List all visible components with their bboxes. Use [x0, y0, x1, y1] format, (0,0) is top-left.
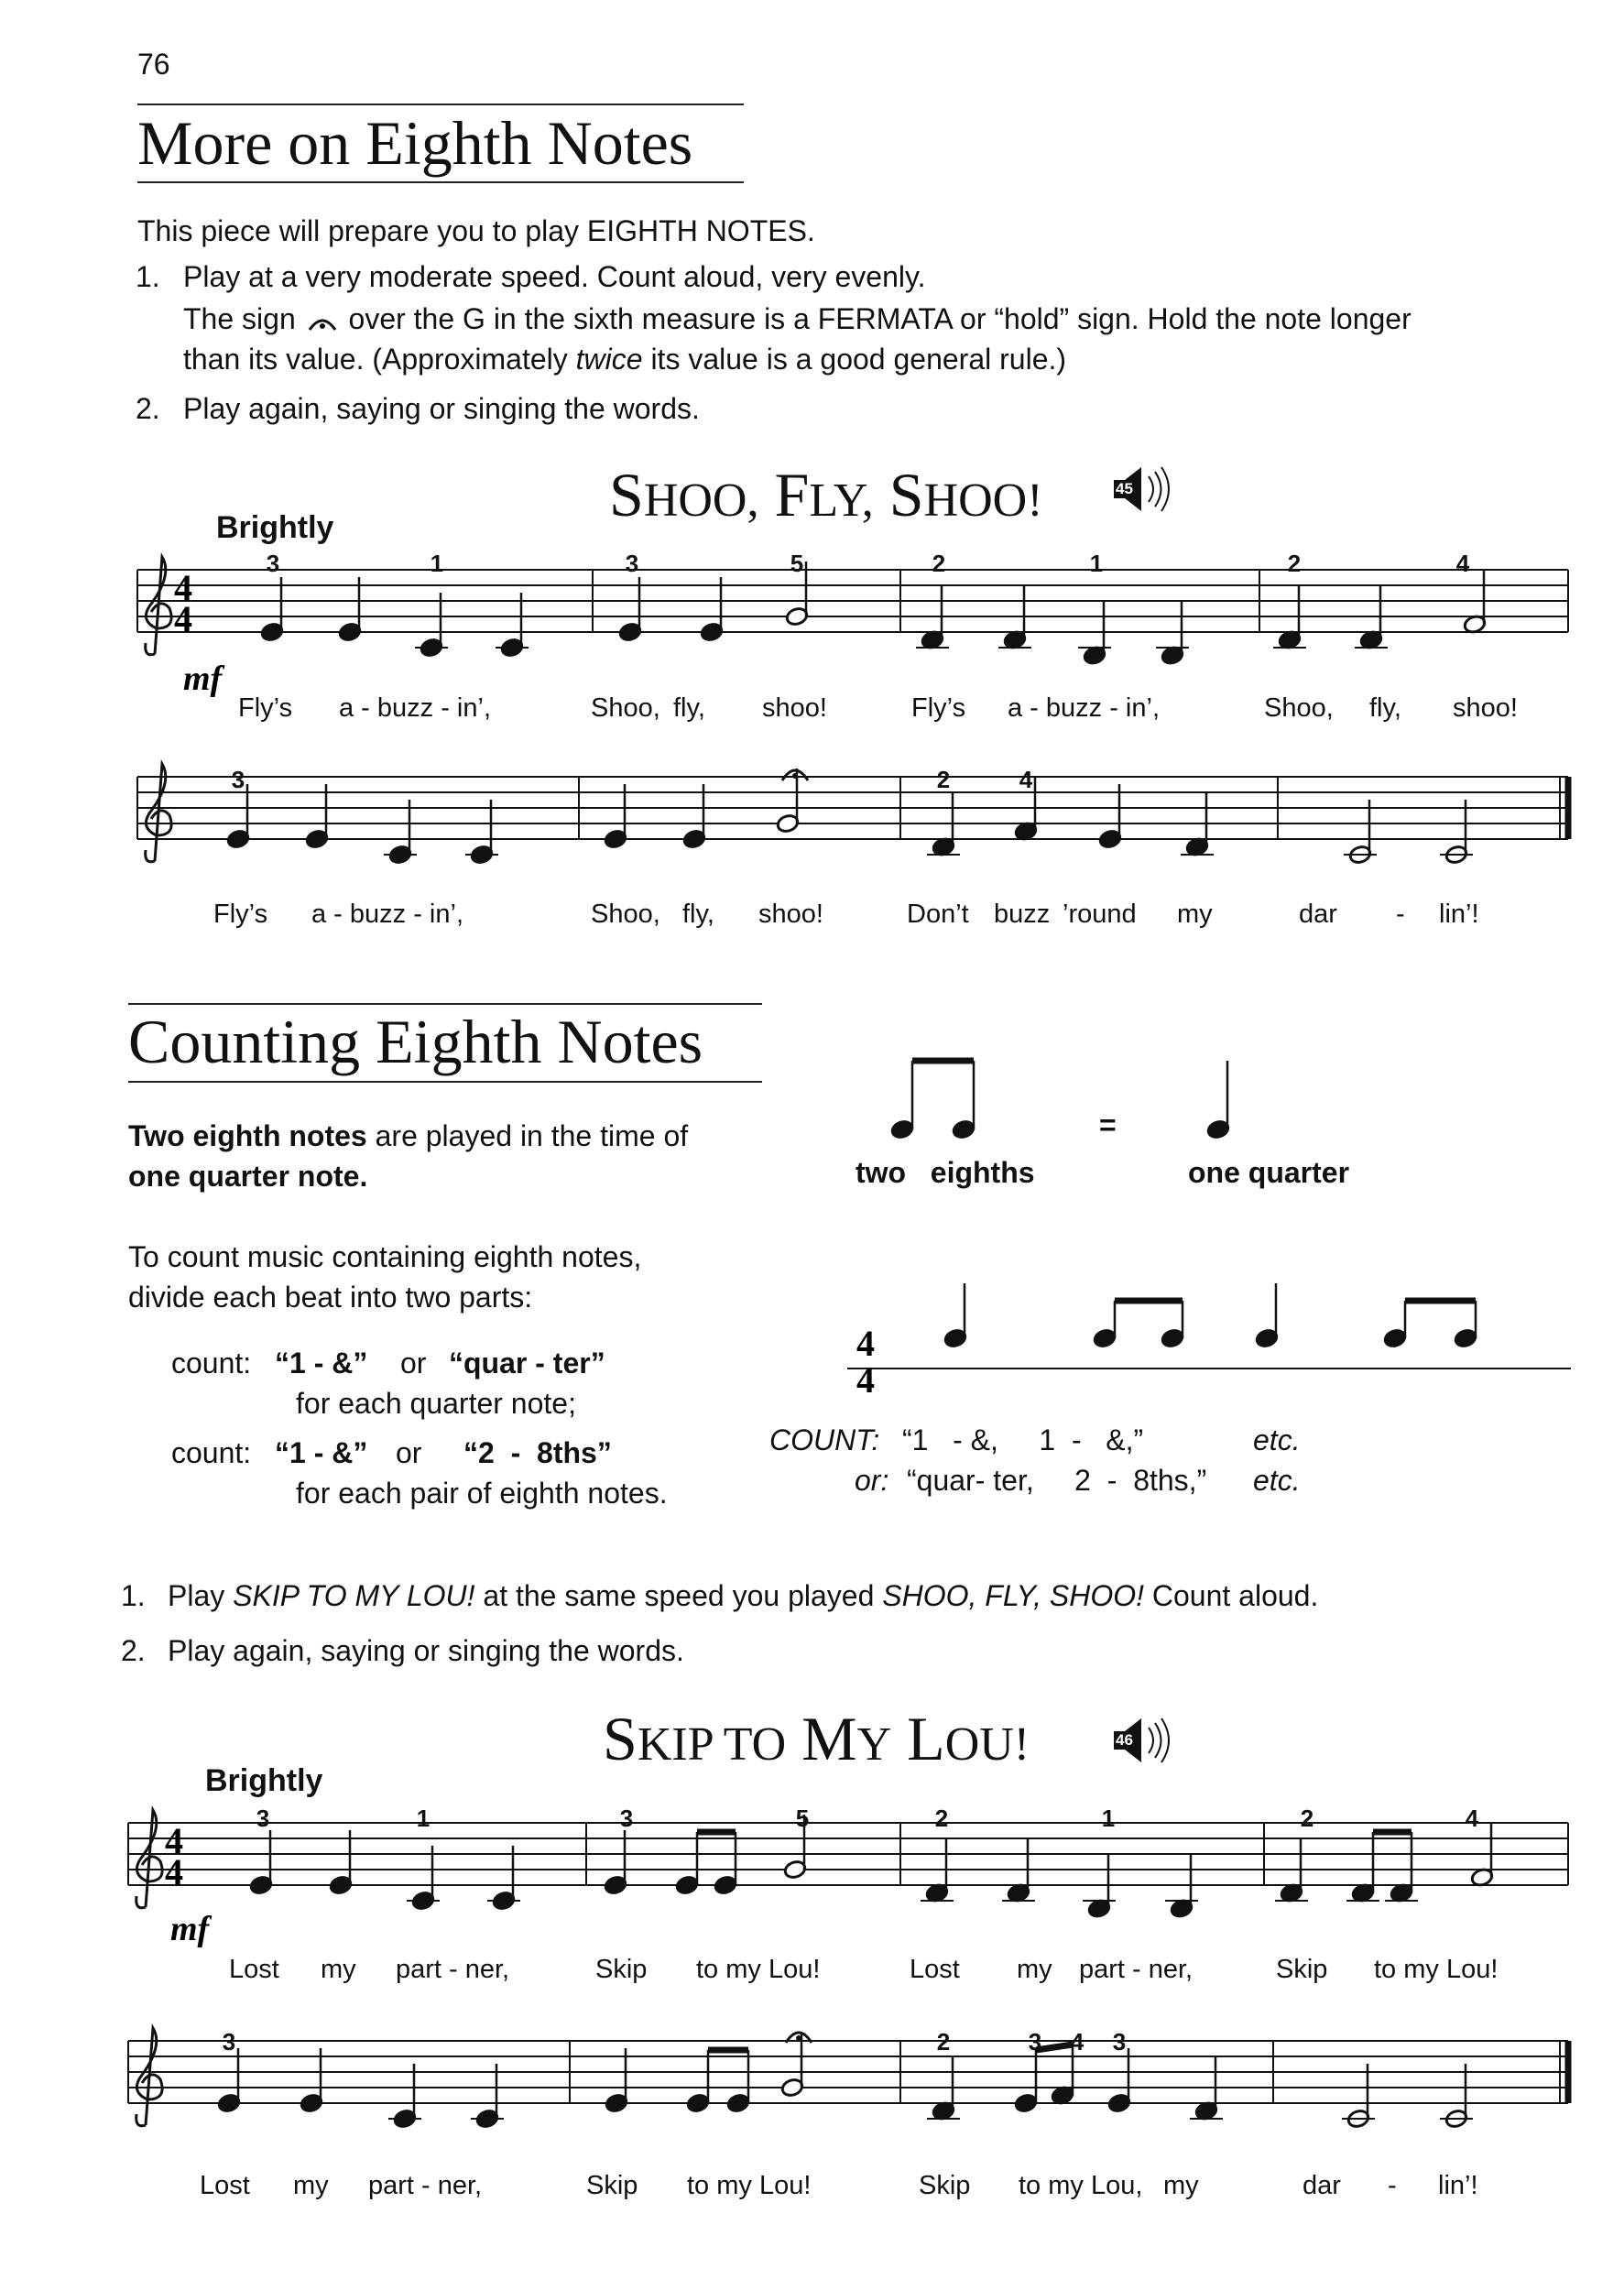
- fingering-number: 3: [256, 1805, 270, 1832]
- step1-c-pre: than its value. (Approximately: [183, 343, 568, 376]
- step1-c-italic: twice: [575, 343, 643, 376]
- treble-clef-icon: [146, 764, 171, 862]
- label-one-quarter: one quarter: [1188, 1156, 1350, 1189]
- lyric-syllable: a - buzz - in’,: [339, 693, 491, 723]
- title-cap: S: [603, 1704, 638, 1773]
- fingering-number: 2: [934, 1805, 949, 1832]
- lyric-syllable: a - buzz - in’,: [1008, 693, 1160, 723]
- lyric-syllable: to my Lou!: [687, 2171, 812, 2200]
- step-number: 2.: [136, 392, 160, 425]
- lyric-syllable: lin’!: [1438, 2171, 1478, 2200]
- title-cap: F: [774, 460, 810, 529]
- tempo-marking: Brightly: [205, 1763, 323, 1798]
- divide-line-2: divide each beat into two parts:: [128, 1281, 533, 1314]
- page-number: 76: [137, 48, 170, 81]
- step-number: 1.: [136, 260, 160, 293]
- fingering-number: 2: [1300, 1805, 1314, 1832]
- lyric-syllable: Skip: [919, 2171, 971, 2200]
- lyric-syllable: lin’!: [1439, 900, 1479, 929]
- note-head: [1014, 2093, 1038, 2114]
- lyric-syllable: Shoo,: [591, 693, 660, 723]
- count-line-label: or:: [855, 1464, 889, 1497]
- equals-sign: =: [1099, 1108, 1117, 1141]
- treble-clef-icon: [136, 1810, 162, 1908]
- title-sc: OU!: [944, 1718, 1030, 1771]
- divide-line-1: To count music containing eighth notes,: [128, 1240, 642, 1273]
- intro-text: This piece will prepare you to play EIGHTH NOTES.: [137, 214, 815, 247]
- lyric-syllable: part - ner,: [396, 1955, 510, 1984]
- s3-post: Count aloud.: [1151, 1579, 1319, 1612]
- section3-step2: Play again, saying or singing the words.: [168, 1634, 684, 1667]
- lyric-syllable: Skip: [1276, 1955, 1328, 1984]
- fingering-number: 1: [1089, 550, 1104, 577]
- fingering-number: 3: [222, 2028, 236, 2056]
- fingering-number: 5: [790, 550, 804, 577]
- count-quote: “quar - ter”: [449, 1347, 605, 1379]
- fingering-number: 2: [936, 766, 951, 793]
- lyric-syllable: Shoo,: [591, 900, 660, 929]
- fingering-number: 2: [1287, 550, 1302, 577]
- fingering-number: 3: [619, 1805, 634, 1832]
- fingering-number: 3: [266, 550, 280, 577]
- lead-rest: are played in the time of: [375, 1119, 689, 1152]
- step1-c-post: its value is a good general rule.): [650, 343, 1067, 376]
- count-for: for each quarter note;: [296, 1387, 576, 1420]
- count-label: count:: [171, 1347, 252, 1379]
- section-heading-counting-eighth-notes: Counting Eighth Notes: [128, 1007, 703, 1076]
- lyric-syllable: Fly’s: [213, 900, 268, 929]
- s3-italic: SHOO, FLY, SHOO!: [882, 1579, 1144, 1612]
- fingering-number: 1: [430, 550, 444, 577]
- title-sc: HOO,: [643, 474, 759, 527]
- track-number: 45: [1116, 480, 1133, 497]
- time-signature-top: 4: [856, 1323, 875, 1364]
- tempo-marking: Brightly: [216, 510, 334, 545]
- fingering-number: 5: [795, 1805, 810, 1832]
- note-head: [1161, 1328, 1184, 1349]
- step1-line-a: Play at a very moderate speed. Count aloud, very evenly.: [183, 260, 926, 293]
- note-head: [952, 1119, 975, 1140]
- note-head: [890, 1119, 914, 1140]
- lyric-syllable: Fly’s: [911, 693, 966, 723]
- lyric-syllable: fly,: [673, 693, 705, 723]
- s3-italic: SKIP TO MY LOU!: [233, 1579, 475, 1612]
- lyric-syllable: to my Lou!: [696, 1955, 821, 1984]
- treble-clef-icon: [146, 557, 171, 655]
- count-label: count:: [171, 1436, 252, 1469]
- dynamic-marking: mf: [183, 660, 223, 698]
- label-two-eighths: two eighths: [856, 1156, 1035, 1189]
- count-quote: “1 - &”: [275, 1347, 368, 1379]
- step1-b-post: over the G in the sixth measure is a FERMATA or “hold” sign. Hold the note longer: [348, 302, 1411, 335]
- fingering-number: 3: [625, 550, 639, 577]
- count-line-1: “1 - &, 1 - &,”: [902, 1423, 1144, 1456]
- count-line-2: “quar- ter, 2 - 8ths,”: [907, 1464, 1207, 1497]
- title-cap: S: [609, 460, 644, 529]
- s3-pre: Play: [168, 1579, 225, 1612]
- lyric-syllable: part - ner,: [1079, 1955, 1193, 1984]
- fingering-number: 3: [1112, 2028, 1127, 2056]
- lyric-syllable: shoo!: [758, 900, 823, 929]
- lyric-syllable: fly,: [1369, 693, 1401, 723]
- note-head: [1454, 1328, 1477, 1349]
- lyric-syllable: Lost: [229, 1955, 279, 1984]
- lead-line-2: one quarter note.: [128, 1160, 368, 1193]
- lyric-syllable: shoo!: [1453, 693, 1518, 723]
- step-number: 1.: [121, 1579, 146, 1612]
- fermata-dot: [796, 2035, 801, 2041]
- lyric-syllable: my: [1017, 1955, 1052, 1984]
- lyric-syllable: Skip: [595, 1955, 648, 1984]
- title-cap: M: [801, 1704, 857, 1773]
- lyric-syllable: to my Lou!: [1374, 1955, 1499, 1984]
- fermata-dot: [792, 773, 798, 779]
- lyric-syllable: dar: [1299, 900, 1337, 929]
- fingering-number: 1: [1101, 1805, 1116, 1832]
- title-cap: L: [907, 1704, 945, 1773]
- fingering-number: 1: [416, 1805, 431, 1832]
- lyric-syllable: Don’t: [907, 900, 969, 929]
- title-sc: HOO!: [923, 474, 1043, 527]
- lyric-syllable: -: [1388, 2171, 1397, 2200]
- lyric-syllable: Skip: [586, 2171, 638, 2200]
- lead-bold: Two eighth notes: [128, 1119, 367, 1152]
- count-or: or: [396, 1436, 422, 1469]
- lyric-syllable: my: [293, 2171, 329, 2200]
- note-head: [726, 2093, 750, 2114]
- fingering-number: 4: [1070, 2028, 1084, 2056]
- lyric-syllable: my: [1163, 2171, 1199, 2200]
- note-head: [1383, 1328, 1407, 1349]
- fingering-number: 3: [231, 766, 245, 793]
- fingering-number: 2: [932, 550, 946, 577]
- lyric-syllable: to my Lou,: [1019, 2171, 1143, 2200]
- lyric-syllable: part - ner,: [368, 2171, 483, 2200]
- title-sc: LY,: [809, 474, 874, 527]
- section-heading-more-eighth-notes: More on Eighth Notes: [137, 108, 693, 178]
- lyric-syllable: shoo!: [762, 693, 827, 723]
- count-line-etc: etc.: [1253, 1423, 1301, 1456]
- fingering-number: 4: [1455, 550, 1470, 577]
- lyric-syllable: Lost: [200, 2171, 250, 2200]
- fingering-number: 2: [936, 2028, 951, 2056]
- time-signature-bottom: 4: [174, 598, 192, 639]
- title-sc: Y: [856, 1718, 892, 1771]
- title-cap: S: [888, 460, 924, 529]
- fingering-number: 4: [1019, 766, 1033, 793]
- note-head: [714, 1875, 737, 1896]
- note-head: [686, 2093, 710, 2114]
- count-line-etc: etc.: [1253, 1464, 1301, 1497]
- lyric-syllable: Shoo,: [1264, 693, 1334, 723]
- treble-clef-icon: [136, 2028, 162, 2126]
- count-or: or: [400, 1347, 427, 1379]
- step-number: 2.: [121, 1634, 146, 1667]
- lyric-syllable: dar: [1302, 2171, 1341, 2200]
- count-line-label: COUNT:: [769, 1423, 880, 1456]
- fingering-number: 4: [1465, 1805, 1479, 1832]
- step2-text: Play again, saying or singing the words.: [183, 392, 700, 425]
- lyric-syllable: my: [321, 1955, 356, 1984]
- fingering-number: 3: [1028, 2028, 1042, 2056]
- lyric-syllable: my: [1177, 900, 1213, 929]
- lyric-syllable: ’round: [1063, 900, 1137, 929]
- note-head: [1093, 1328, 1117, 1349]
- time-signature-top: 4: [174, 567, 192, 608]
- title-sc: KIP TO: [637, 1718, 787, 1771]
- lyric-syllable: Fly’s: [238, 693, 293, 723]
- step1-b-pre: The sign: [183, 302, 296, 335]
- dynamic-marking: mf: [170, 1910, 210, 1948]
- count-quote: “2 - 8ths”: [463, 1436, 612, 1469]
- lyric-syllable: buzz: [994, 900, 1051, 929]
- lyric-syllable: -: [1396, 900, 1405, 929]
- time-signature-bottom: 4: [856, 1359, 875, 1401]
- s3-mid: at the same speed you played: [483, 1579, 875, 1612]
- time-signature-top: 4: [165, 1820, 183, 1861]
- count-for: for each pair of eighth notes.: [296, 1477, 668, 1510]
- lyric-syllable: fly,: [682, 900, 714, 929]
- lyric-syllable: a - buzz - in’,: [311, 900, 463, 929]
- lyric-syllable: Lost: [910, 1955, 960, 1984]
- note-head: [675, 1875, 699, 1896]
- time-signature-bottom: 4: [165, 1851, 183, 1892]
- count-quote: “1 - &”: [275, 1436, 368, 1469]
- track-number: 46: [1116, 1731, 1133, 1749]
